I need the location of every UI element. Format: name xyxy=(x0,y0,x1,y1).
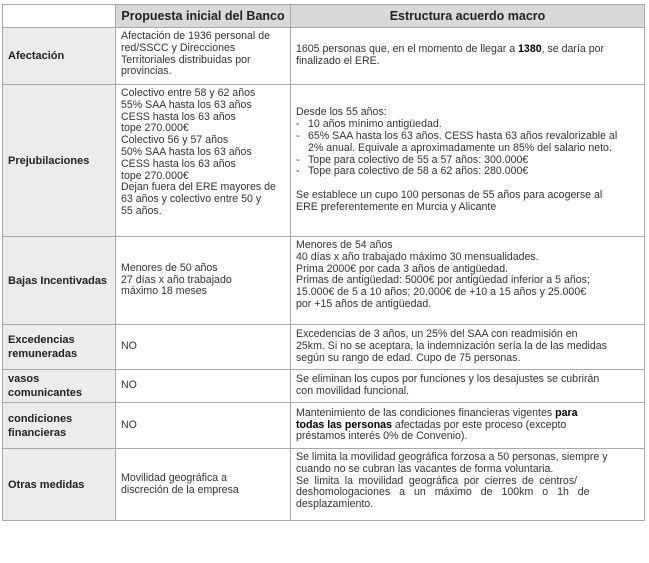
acuerdo-bajas xyxy=(291,237,645,325)
bullet-item: - Tope para colectivo de 55 a 57 años: 300.000€ xyxy=(296,153,529,166)
text-line: Se establece un cupo 100 personas de 55 años para acogerse al xyxy=(296,189,603,201)
comparison-table xyxy=(2,4,645,521)
text-line: 55% SAA hasta los 63 años xyxy=(121,99,252,111)
row-condiciones xyxy=(3,403,645,449)
text-line: ERE preferentemente en Murcia y Alicante xyxy=(296,201,497,213)
acuerdo-condiciones xyxy=(291,403,645,449)
text-line: máximo 18 meses xyxy=(121,286,207,298)
label-vasos: vasos comunicantes xyxy=(3,370,116,403)
acuerdo-prejubilaciones xyxy=(291,85,645,237)
bullet-item: - Tope para colectivo de 58 a 62 años: 280.000€ xyxy=(296,165,529,178)
acuerdo-vasos xyxy=(291,370,645,403)
bullet-item: - 10 años mínimo antigüedad. xyxy=(296,118,442,131)
text-line: tope 270.000€ xyxy=(121,123,189,135)
highlight-number: 1380 xyxy=(518,44,542,56)
banco-bajas xyxy=(116,237,291,325)
text-line: Se eliminan los cupos por funciones y los desajustes se cubrirán xyxy=(296,374,600,386)
highlight-text: para xyxy=(555,407,578,419)
text-line: provincias. xyxy=(121,66,172,78)
text-line: Primas de antigüedad: 5000€ por antigüedad inferior a 5 años; xyxy=(296,275,590,287)
header-empty xyxy=(3,5,116,28)
acuerdo-otras xyxy=(291,449,645,521)
text-line: Desde los 55 años: xyxy=(296,107,387,119)
banco-vasos: NO xyxy=(116,370,291,403)
row-afectacion xyxy=(3,28,645,85)
banco-condiciones: NO xyxy=(116,403,291,449)
row-excedencias xyxy=(3,325,645,370)
text-line: 50% SAA hasta los 63 años xyxy=(121,146,252,158)
text-line: Dejan fuera del ERE mayores de xyxy=(121,182,276,194)
text-fragment: , se daría por xyxy=(541,44,605,56)
banco-prejubilaciones xyxy=(116,85,291,237)
text-fragment: 1605 personas que, en el momento de llegar a xyxy=(296,44,519,56)
label-excedencias: Excedencias remuneradas xyxy=(3,325,116,370)
row-prejubilaciones xyxy=(3,85,645,237)
text-line: con movilidad funcional. xyxy=(296,386,410,397)
text-line: Excedencias de 3 años, un 25% del SAA con readmisión en xyxy=(296,329,578,341)
text-line xyxy=(296,420,640,432)
bullet-item: - 65% SAA hasta los 63 años. CESS hasta 63 años revalorizable al xyxy=(296,130,618,142)
acuerdo-excedencias xyxy=(291,325,645,370)
row-otras xyxy=(3,449,645,521)
text-line: deshomologaciones a un máximo de 100km o 1h de xyxy=(296,487,590,499)
text-line: Afectación de 1936 personal de xyxy=(121,31,271,42)
text-line: 15.000€ de 5 a 10 años; 20.000€ de +10 a 15 años y 25.000€ xyxy=(296,287,587,299)
text-line: Colectivo 56 y 57 años xyxy=(121,135,229,147)
banco-excedencias: NO xyxy=(116,325,291,370)
text-line: Colectivo entre 58 y 62 años xyxy=(121,88,256,99)
header-acuerdo: Estructura acuerdo macro xyxy=(291,5,645,28)
text-line: Se limita la movilidad geográfica por cierres de centros/ xyxy=(296,475,578,487)
text-line: finalizado el ERE. xyxy=(296,56,380,67)
text-line: 27 días x año trabajado xyxy=(121,274,232,286)
text-line: Territoriales distribuidas por xyxy=(121,54,251,66)
text-line: Prima 2000€ por cada 3 años de antigüedad. xyxy=(296,263,509,275)
text-line: red/SSCC y Direcciones xyxy=(121,42,236,54)
text-line: Movilidad geográfica a xyxy=(121,472,227,484)
acuerdo-afectacion xyxy=(291,28,645,85)
text-line: tope 270.000€ xyxy=(121,170,189,182)
banco-otras xyxy=(116,449,291,521)
text-line: Menores de 50 años xyxy=(121,262,218,274)
text-line: cuando no se cubran las vacantes de forma voluntaria. xyxy=(296,463,554,475)
text-line xyxy=(296,44,640,56)
label-prejubilaciones: Prejubilaciones xyxy=(3,85,116,237)
text-line: 63 años y colectivo entre 50 y xyxy=(121,194,262,206)
row-vasos xyxy=(3,370,645,403)
label-condiciones: condiciones financieras xyxy=(3,403,116,449)
text-fragment: afectadas por este proceso (excepto xyxy=(391,419,567,431)
bullet-continuation: 2% anual. Equivale a aproximadamente un 85% del salario neto. xyxy=(308,141,612,154)
header-banco: Propuesta inicial del Banco xyxy=(116,5,291,28)
row-bajas xyxy=(3,237,645,325)
text-line: 25km. Si no se aceptara, la indemnización sería la de las medidas xyxy=(296,341,607,353)
text-line: desplazamiento. xyxy=(296,499,374,511)
label-afectacion: Afectación xyxy=(3,28,116,85)
text-line: 55 años. xyxy=(121,205,162,217)
text-line: CESS hasta los 63 años xyxy=(121,111,236,123)
label-bajas: Bajas Incentivadas xyxy=(3,237,116,325)
label-otras: Otras medidas xyxy=(3,449,116,521)
highlight-text: todas las personas xyxy=(296,419,392,431)
text-line: discreción de la empresa xyxy=(121,484,239,496)
text-line: según su rango de edad. Cupo de 75 personas. xyxy=(296,352,521,364)
banco-afectacion xyxy=(116,28,291,85)
text-line: préstamos interés 0% de Convenio). xyxy=(296,431,468,443)
text-line: CESS hasta los 63 años xyxy=(121,158,236,170)
text-line: 40 días x año trabajado máximo 30 mensualidades. xyxy=(296,251,539,263)
text-line xyxy=(296,408,640,420)
text-fragment: Mantenimiento de las condiciones financieras vigentes xyxy=(296,407,556,419)
header-row xyxy=(3,5,645,28)
text-line: Menores de 54 años xyxy=(296,240,393,251)
text-line: Se limita la movilidad geográfica forzosa a 50 personas, siempre y xyxy=(296,452,608,463)
text-line: por +15 años de antigüedad. xyxy=(296,298,432,310)
